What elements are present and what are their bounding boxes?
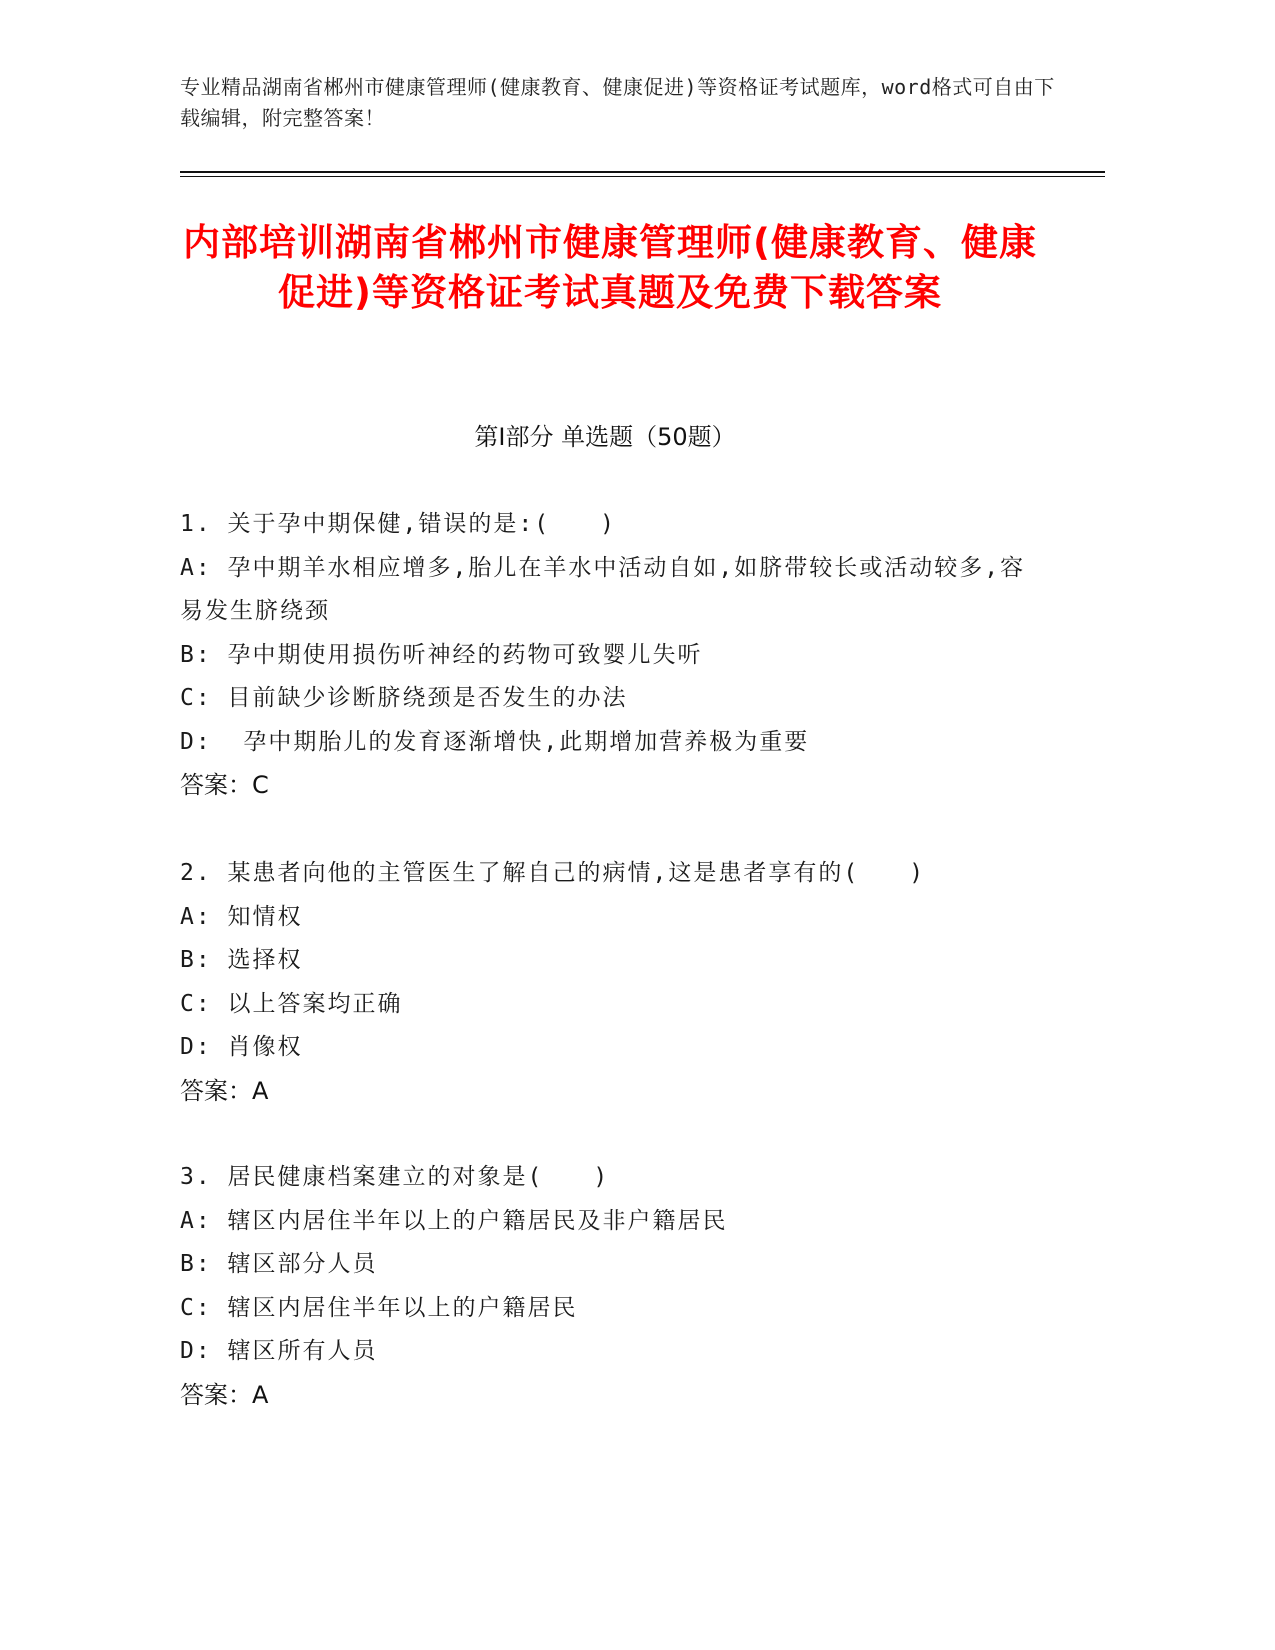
answer-line: 答案：A (180, 1380, 269, 1409)
option-d: D: 肖像权 (180, 1034, 303, 1060)
option-b: B: 选择权 (180, 947, 303, 973)
option-b: B: 孕中期使用损伤听神经的药物可致婴儿失听 (180, 641, 703, 668)
option-c: C: 目前缺少诊断脐绕颈是否发生的办法 (180, 685, 628, 711)
option-c: C: 辖区内居住半年以上的户籍居民 (180, 1294, 578, 1321)
question-2 (180, 852, 1040, 1113)
answer-line: 答案：C (180, 771, 269, 799)
document-title: 内部培训湖南省郴州市健康管理师(健康教育、健康促进)等资格证考试真题及免费下载答案 (183, 221, 1037, 314)
question-stem: 1. 关于孕中期保健,错误的是:( ) (180, 511, 616, 537)
header-divider-thick (180, 171, 1105, 173)
header-divider-thin (180, 176, 1105, 177)
option-a: A: 辖区内居住半年以上的户籍居民及非户籍居民 (180, 1207, 728, 1234)
answer-line: 答案：A (180, 1076, 269, 1105)
option-b: B: 辖区部分人员 (180, 1251, 378, 1277)
section-heading: 第Ⅰ部分 单选题（50题） (474, 423, 736, 451)
question-3 (180, 1156, 1040, 1417)
question-stem: 3. 居民健康档案建立的对象是( ) (180, 1164, 610, 1190)
option-c: C: 以上答案均正确 (180, 990, 403, 1017)
question-1 (180, 503, 1040, 808)
option-a: A: 孕中期羊水相应增多,胎儿在羊水中活动自如,如脐带较长或活动较多,容易发生脐绕颈 (180, 554, 1026, 624)
question-stem: 2. 某患者向他的主管医生了解自己的病情,这是患者享有的( ) (180, 860, 926, 886)
option-d: D: 辖区所有人员 (180, 1338, 378, 1364)
option-a: A: 知情权 (180, 903, 303, 930)
option-d: D: 孕中期胎儿的发育逐渐增快,此期增加营养极为重要 (180, 728, 810, 755)
header-note: 专业精品湖南省郴州市健康管理师(健康教育、健康促进)等资格证考试题库，word格式可自由下载编辑，附完整答案！ (180, 75, 1055, 130)
